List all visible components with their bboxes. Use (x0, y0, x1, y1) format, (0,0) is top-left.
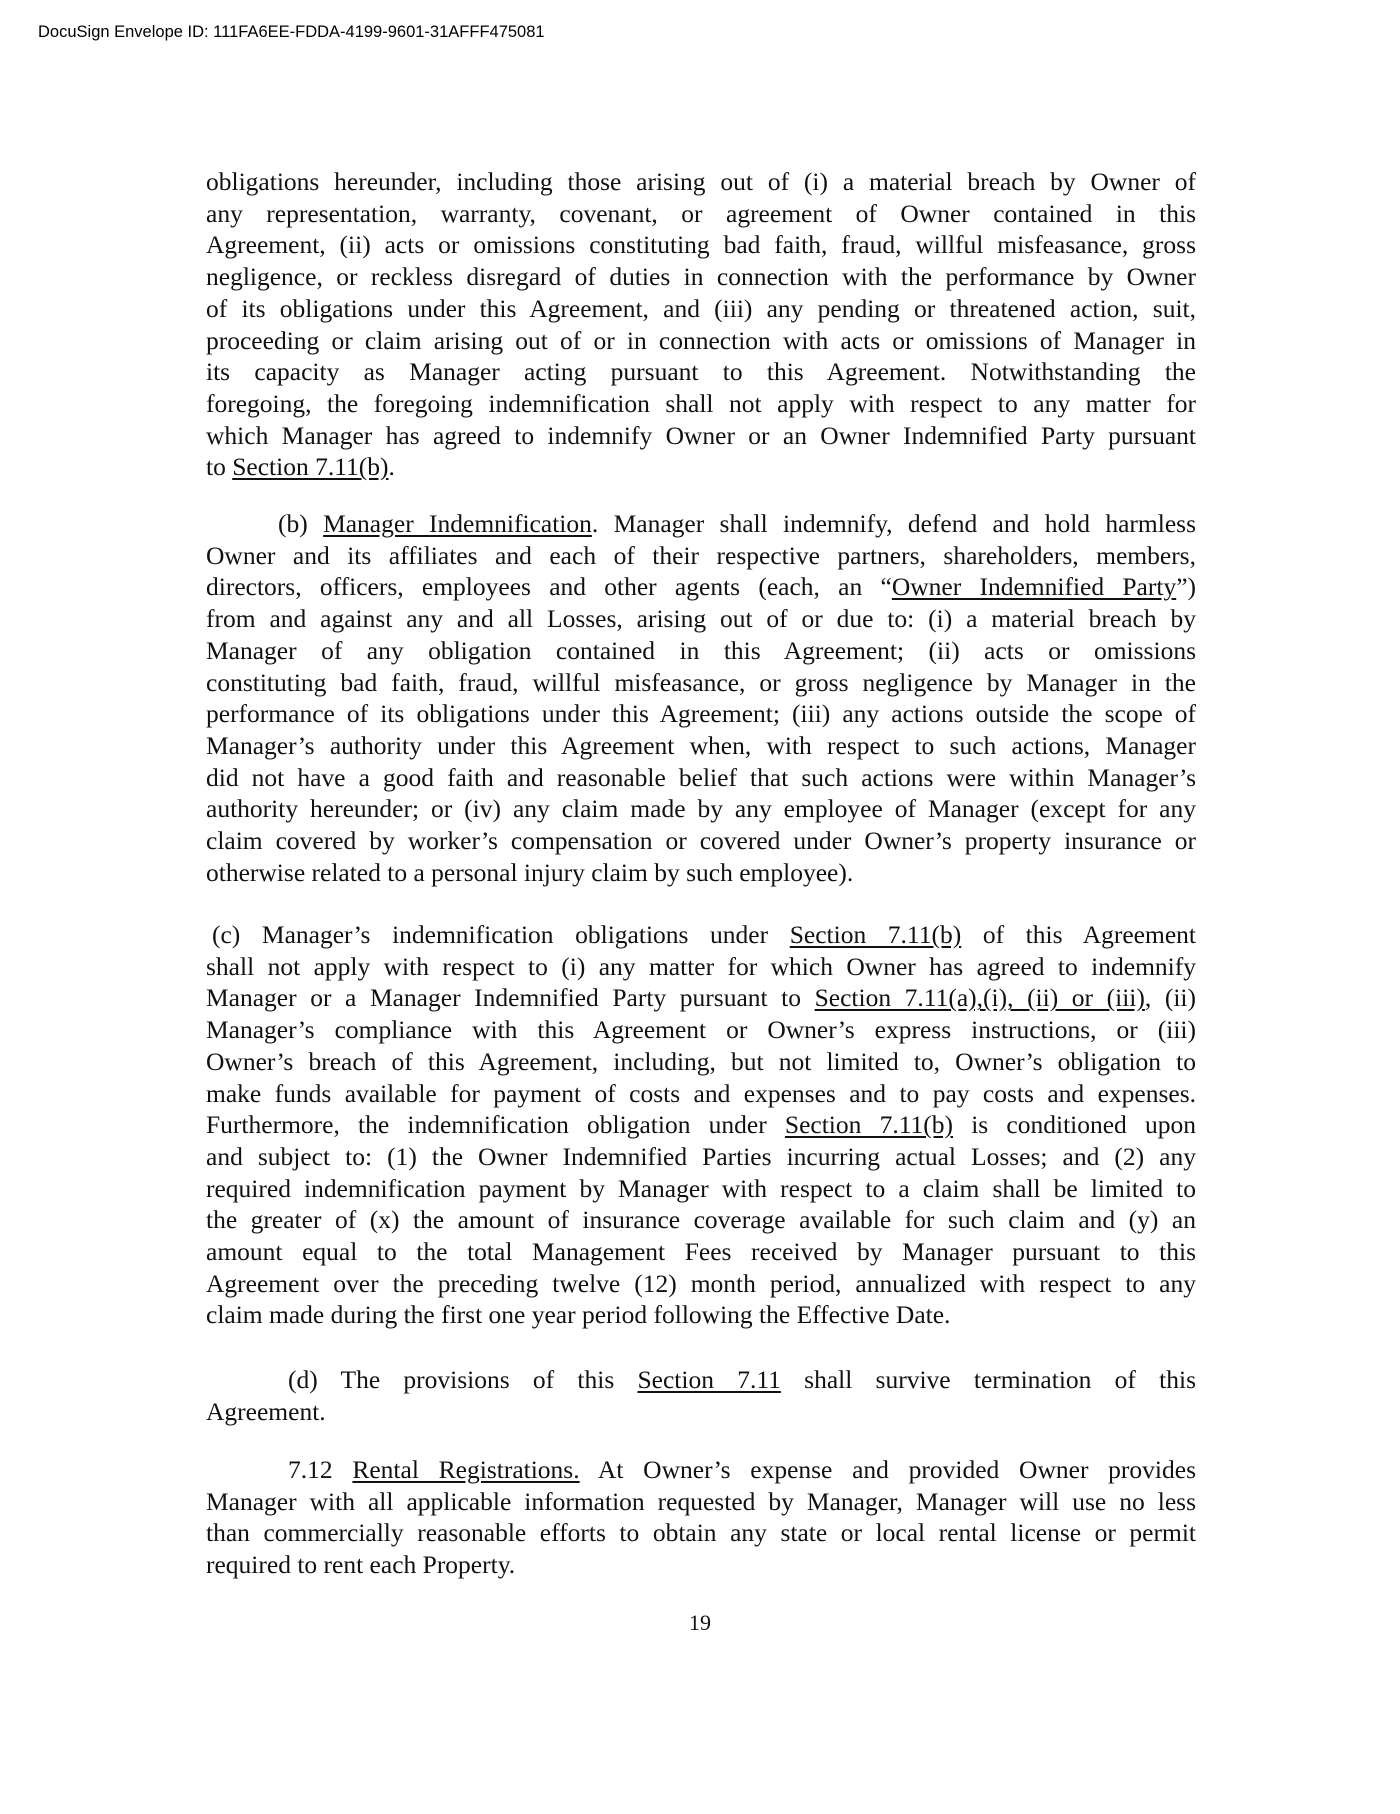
text-segment: claim made during the first one year period following the Effective Date. (206, 1300, 951, 1330)
text-segment: to (206, 452, 233, 482)
text-segment: proceeding or claim arising out of or in connection with acts or omissions of Manager in (206, 325, 1196, 355)
text-segment: Owner’s breach of this Agreement, including, but not limited to, Owner’s obligation to (206, 1046, 1196, 1076)
text-segment: performance of its obligations under this Agreement; (iii) any actions outside the scope of (206, 699, 1196, 729)
text-line (206, 1364, 1196, 1396)
text-line (206, 667, 1196, 699)
text-line (206, 1014, 1196, 1046)
text-segment: is conditioned upon (953, 1110, 1197, 1140)
text-line (206, 1046, 1196, 1078)
docusign-envelope-id: DocuSign Envelope ID: 111FA6EE-FDDA-4199-9601-31AFFF475081 (38, 23, 545, 41)
text-line (206, 261, 1196, 293)
text-segment: Manager’s compliance with this Agreement or Owner’s express instructions, or (iii) (206, 1015, 1196, 1045)
text-line (206, 325, 1196, 357)
section-reference: Owner Indemnified Party (891, 572, 1177, 602)
text-segment: Furthermore, the indemnification obligation under (206, 1110, 785, 1140)
text-segment: claim covered by worker’s compensation or covered under Owner’s property insurance or (206, 826, 1196, 856)
text-segment: did not have a good faith and reasonable belief that such actions were within Manager’s (206, 762, 1196, 792)
text-segment: the greater of (x) the amount of insurance coverage available for such claim and (y) an (206, 1205, 1196, 1235)
text-segment: (d) The provisions of this (288, 1365, 638, 1394)
paragraph-c-limitations (206, 919, 1196, 1331)
text-line (206, 1141, 1196, 1173)
section-reference: Section 7.11 (637, 1365, 781, 1394)
text-line (206, 1173, 1196, 1205)
text-segment: Owner and its affiliates and each of their respective partners, shareholders, members, (206, 540, 1196, 570)
section-reference: Section 7.11(b) (789, 920, 962, 949)
text-line (206, 635, 1196, 667)
text-line (206, 982, 1196, 1014)
text-line (206, 293, 1196, 325)
text-segment: its capacity as Manager acting pursuant to this Agreement. Notwithstanding the (206, 357, 1196, 387)
text-segment: any representation, warranty, covenant, or agreement of Owner contained in this (206, 198, 1196, 228)
text-line (206, 698, 1196, 730)
text-segment: obligations hereunder, including those arising out of (i) a material breach by Owner of (206, 167, 1196, 196)
text-segment: make funds available for payment of costs and expenses and to pay costs and expenses. (206, 1078, 1196, 1108)
text-segment: required to rent each Property. (206, 1550, 516, 1580)
page-number: 19 (689, 1610, 711, 1635)
text-line (206, 571, 1196, 603)
text-line (206, 1486, 1196, 1518)
text-segment: Agreement over the preceding twelve (12) month period, annualized with respect to any (206, 1268, 1196, 1298)
text-segment: constituting bad faith, fraud, willful misfeasance, or gross negligence by Manager in the (206, 667, 1196, 697)
paragraph-manager-indemnification (206, 508, 1196, 888)
text-line (206, 540, 1196, 572)
text-segment: directors, officers, employees and other agents (each, an “ (206, 572, 892, 602)
text-line (206, 388, 1196, 420)
text-segment: . (388, 452, 395, 482)
text-line (206, 1236, 1196, 1268)
paragraph-owner-indemnification-continued (206, 166, 1196, 483)
text-line (206, 1549, 1196, 1581)
text-segment: At Owner’s expense and provided Owner provides (579, 1455, 1196, 1484)
text-segment: required indemnification payment by Manager with respect to a claim shall be limited to (206, 1173, 1196, 1203)
text-segment: which Manager has agreed to indemnify Owner or an Owner Indemnified Party pursuant (206, 420, 1196, 450)
text-segment: foregoing, the foregoing indemnification shall not apply with respect to any matter for (206, 388, 1196, 418)
text-line (206, 1109, 1196, 1141)
section-reference: Section 7.11(b) (784, 1110, 954, 1140)
section-reference: Section 7.11(a),(i), (ii) or (iii) (814, 983, 1145, 1013)
text-segment: Manager with all applicable information requested by Manager, Manager will use no less (206, 1486, 1196, 1516)
text-segment: of its obligations under this Agreement, and (iii) any pending or threatened action, suit, (206, 293, 1196, 323)
text-segment: from and against any and all Losses, arising out of or due to: (i) a material breach by (206, 604, 1196, 634)
text-segment: and subject to: (1) the Owner Indemnified Parties incurring actual Losses; and (2) any (206, 1141, 1196, 1171)
text-line (206, 603, 1196, 635)
text-line (206, 1204, 1196, 1236)
text-line (206, 356, 1196, 388)
text-segment: , (ii) (1144, 983, 1197, 1013)
text-line (206, 793, 1196, 825)
text-segment: 7.12 (288, 1455, 353, 1484)
text-segment: amount equal to the total Management Fees received by Manager pursuant to this (206, 1237, 1196, 1267)
section-reference: Section 7.11(b) (232, 452, 389, 482)
text-segment: shall not apply with respect to (i) any matter for which Owner has agreed to indemnify (206, 951, 1196, 981)
text-line (206, 857, 1196, 889)
text-line (206, 229, 1196, 261)
text-segment: than commercially reasonable efforts to obtain any state or local rental license or permit (206, 1518, 1196, 1548)
text-segment: (b) (278, 509, 324, 538)
text-line (206, 166, 1196, 198)
text-line (206, 951, 1196, 983)
text-line (206, 762, 1196, 794)
text-segment: negligence, or reckless disregard of duties in connection with the performance by Owner (206, 262, 1196, 292)
text-line (206, 1454, 1196, 1486)
section-reference: Manager Indemnification (323, 509, 592, 538)
paragraph-7-12-rental-registrations (206, 1454, 1196, 1581)
text-segment: shall survive termination of this (780, 1365, 1196, 1394)
text-segment: Manager or a Manager Indemnified Party pursuant to (206, 983, 815, 1013)
text-segment: Manager’s authority under this Agreement when, with respect to such actions, Manager (206, 730, 1196, 760)
text-line (206, 825, 1196, 857)
text-segment: Manager of any obligation contained in this Agreement; (ii) acts or omissions (206, 635, 1196, 665)
text-line (206, 1299, 1196, 1331)
section-reference: Rental Registrations. (352, 1455, 580, 1484)
text-line (206, 1396, 1196, 1428)
text-line (206, 730, 1196, 762)
text-segment: . Manager shall indemnify, defend and hold harmless (591, 509, 1196, 538)
text-segment: ”) (1176, 572, 1197, 602)
text-segment: Agreement, (ii) acts or omissions constituting bad faith, fraud, willful misfeasance, gross (206, 230, 1196, 260)
text-segment: of this Agreement (961, 920, 1196, 949)
text-line (206, 1078, 1196, 1110)
text-line (206, 451, 1196, 483)
text-line (206, 420, 1196, 452)
text-segment: Agreement. (206, 1396, 326, 1426)
text-segment: otherwise related to a personal injury claim by such employee). (206, 857, 854, 887)
text-line (206, 1517, 1196, 1549)
text-segment: authority hereunder; or (iv) any claim made by any employee of Manager (except for any (206, 794, 1196, 824)
text-segment: (c) Manager’s indemnification obligations under (212, 920, 790, 949)
text-line (206, 508, 1196, 540)
text-line (206, 919, 1196, 951)
paragraph-d-survival (206, 1364, 1196, 1427)
text-line (206, 1268, 1196, 1300)
text-line (206, 198, 1196, 230)
